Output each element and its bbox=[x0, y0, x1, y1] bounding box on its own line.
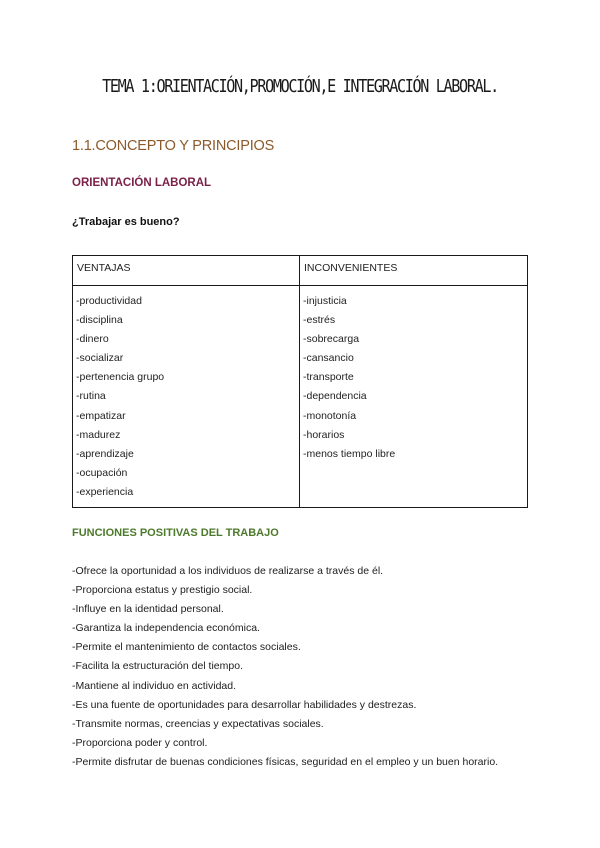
inconveniente-item: -monotonía bbox=[303, 409, 357, 422]
ventajas-cell bbox=[73, 286, 300, 508]
ventaja-item: -madurez bbox=[76, 428, 121, 441]
inconveniente-item: -injusticia bbox=[303, 295, 347, 307]
ventaja-item: -socializar bbox=[76, 352, 124, 365]
function-item: -Garantiza la independencia económica. bbox=[72, 622, 260, 635]
ventaja-item: -productividad bbox=[76, 295, 142, 307]
function-item: -Mantiene al individuo en actividad. bbox=[72, 679, 237, 692]
functions-heading: FUNCIONES POSITIVAS DEL TRABAJO bbox=[72, 527, 279, 539]
function-item: -Influye en la identidad personal. bbox=[72, 603, 224, 616]
inconveniente-item: -horarios bbox=[303, 428, 345, 441]
ventaja-item: -ocupación bbox=[76, 466, 128, 479]
table-header-ventajas: VENTAJAS bbox=[73, 256, 300, 286]
ventaja-item: -disciplina bbox=[76, 314, 123, 327]
inconveniente-item: -dependencia bbox=[303, 390, 367, 403]
table-header-row bbox=[73, 256, 528, 286]
function-item: -Proporciona estatus y prestigio social. bbox=[72, 584, 253, 597]
advantages-disadvantages-table bbox=[72, 255, 528, 508]
functions-list bbox=[72, 562, 532, 772]
function-item: -Transmite normas, creencias y expectativas sociales. bbox=[72, 717, 324, 730]
function-item: -Proporciona poder y control. bbox=[72, 736, 208, 749]
function-item: -Es una fuente de oportunidades para desarrollar habilidades y destrezas. bbox=[72, 698, 417, 711]
ventaja-item: -dinero bbox=[76, 333, 109, 346]
ventaja-item: -aprendizaje bbox=[76, 447, 134, 460]
inconveniente-item: -menos tiempo libre bbox=[303, 447, 396, 460]
function-item: -Facilita la estructuración del tiempo. bbox=[72, 660, 243, 673]
inconvenientes-list bbox=[300, 286, 527, 464]
ventaja-item: -rutina bbox=[76, 390, 106, 403]
ventaja-item: -empatizar bbox=[76, 409, 126, 422]
inconvenientes-cell bbox=[300, 286, 528, 508]
section-heading: 1.1.CONCEPTO Y PRINCIPIOS bbox=[72, 138, 275, 154]
inconveniente-item: -estrés bbox=[303, 314, 336, 327]
inconveniente-item: -sobrecarga bbox=[303, 333, 360, 346]
ventaja-item: -pertenencia grupo bbox=[76, 371, 165, 384]
ventajas-list bbox=[73, 286, 299, 502]
question-text: ¿Trabajar es bueno? bbox=[72, 216, 180, 228]
table-header-inconvenientes: INCONVENIENTES bbox=[300, 256, 528, 286]
inconveniente-item: -cansancio bbox=[303, 352, 354, 365]
function-item: -Ofrece la oportunidad a los individuos de realizarse a través de él. bbox=[72, 565, 384, 577]
function-item: -Permite disfrutar de buenas condiciones físicas, seguridad en el empleo y un buen horario. bbox=[72, 755, 499, 768]
inconveniente-item: -transporte bbox=[303, 371, 354, 384]
table-body-row bbox=[73, 286, 528, 508]
subsection-heading: ORIENTACIÓN LABORAL bbox=[72, 177, 212, 189]
ventaja-item: -experiencia bbox=[76, 485, 134, 498]
function-item: -Permite el mantenimiento de contactos sociales. bbox=[72, 641, 301, 654]
document-title: TEMA 1:ORIENTACIÓN,PROMOCIÓN,E INTEGRACIÓN LABORAL. bbox=[102, 76, 498, 97]
